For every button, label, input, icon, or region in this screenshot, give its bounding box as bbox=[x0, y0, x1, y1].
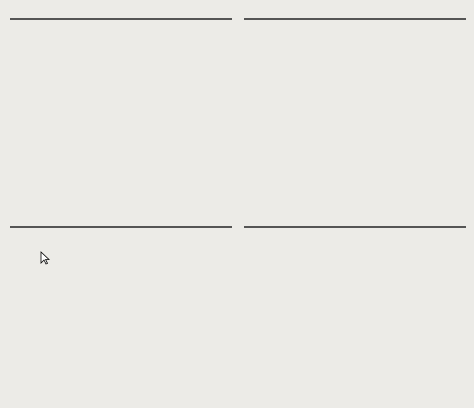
weekly-checkbox-table bbox=[244, 18, 466, 210]
biweekly-checkbox-header bbox=[244, 226, 466, 228]
weekly-checkbox-header bbox=[244, 18, 466, 20]
weekly-standard-table bbox=[10, 18, 232, 210]
weekly-standard-header bbox=[10, 18, 232, 20]
biweekly-checkbox-table bbox=[244, 226, 466, 406]
biweekly-standard-header bbox=[10, 226, 232, 228]
